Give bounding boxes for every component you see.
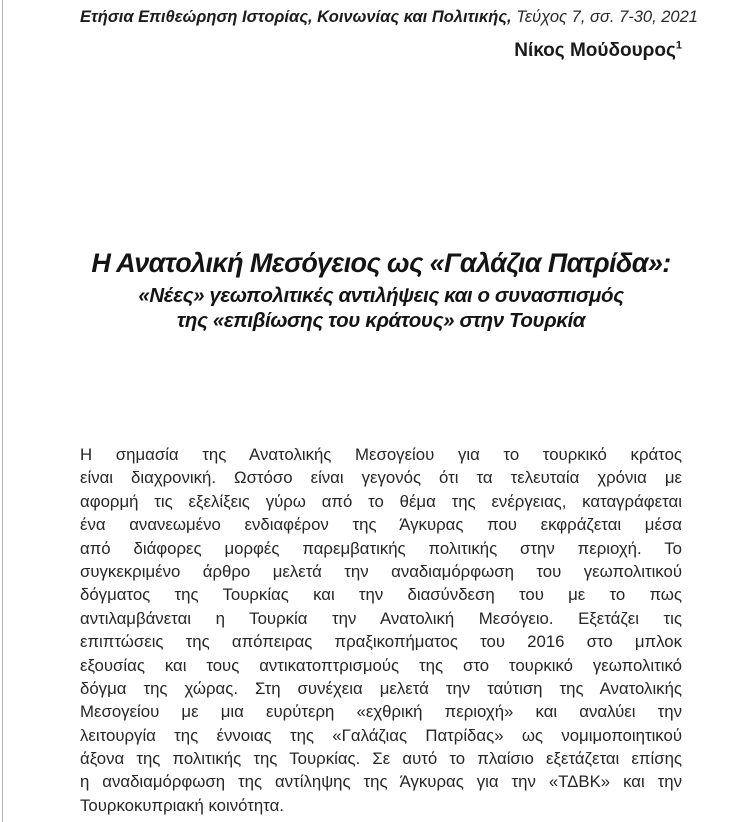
abstract-line: η αναδιαμόρφωση της αντίληψης της Άγκυρας για την «ΤΔΒΚ» και την xyxy=(80,772,682,792)
abstract-line: λειτουργία της έννοιας της «Γαλάζιας Πατρίδας» ως νομιμοποιητικού xyxy=(80,725,682,745)
author-footnote-marker: 1 xyxy=(675,39,682,52)
abstract-line: Τουρκοκυπριακή κοινότητα. xyxy=(80,795,284,815)
article-title: Η Ανατολική Μεσόγειος ως «Γαλάζια Πατρίδα»: xyxy=(91,248,671,278)
abstract-line: αφορμή τις εξελίξεις γύρω από το θέμα της ενέργειας, καταγράφεται xyxy=(80,491,682,511)
page-edge-line xyxy=(2,0,3,822)
issue-info: Τεύχος 7, σσ. 7-30, 2021 xyxy=(511,8,698,26)
abstract-line: είναι διαχρονική. Ωστόσο είναι γεγονός ότι τα τελευταία χρόνια με xyxy=(80,468,682,488)
article-subtitle-line2: της «επιβίωσης του κράτους» στην Τουρκία xyxy=(176,309,586,332)
article-title-block xyxy=(72,247,690,333)
abstract-line: αντιλαμβάνεται η Τουρκία την Ανατολική Μεσόγειο. Εξετάζει τις xyxy=(80,608,682,628)
journal-title: Ετήσια Επιθεώρηση Ιστορίας, Κοινωνίας και Πολιτικής, xyxy=(80,8,512,26)
abstract-line: ένα ανανεωμένο ενδιαφέρον της Άγκυρας που εκφράζεται μέσα xyxy=(80,515,682,535)
author-name: Νίκος Μούδουρος xyxy=(514,40,676,61)
abstract-paragraph xyxy=(80,443,682,817)
author-line xyxy=(80,39,682,63)
abstract-line: άξονα της πολιτικής της Τουρκίας. Σε αυτό το πλαίσιο εξετάζεται επίσης xyxy=(80,749,682,769)
abstract-line: από διάφορες μορφές παρεμβατικής πολιτικής στην περιοχή. Το xyxy=(80,538,682,558)
abstract-line: συγκεκριμένο άρθρο μελετά την αναδιαμόρφωση του γεωπολιτικού xyxy=(80,561,682,581)
journal-header xyxy=(80,7,698,27)
abstract-line: δόγμα της χώρας. Στη συνέχεια μελετά την ταύτιση της Ανατολικής xyxy=(80,678,682,698)
abstract-line: επιπτώσεις της απόπειρας πραξικοπήματος του 2016 στο μπλοκ xyxy=(80,632,682,652)
abstract-line: Η σημασία της Ανατολικής Μεσογείου για το τουρκικό κράτος xyxy=(80,445,682,464)
abstract-line: Μεσογείου με μια ευρύτερη «εχθρική περιοχή» και αναλύει την xyxy=(80,702,682,722)
article-subtitle-line1: «Νέες» γεωπολιτικές αντιλήψεις και ο συνασπισμός xyxy=(138,284,624,307)
abstract-line: εξουσίας και τους αντικατοπτρισμούς της στο τουρκικό γεωπολιτικό xyxy=(80,655,682,675)
abstract-line: δόγματος της Τουρκίας και την διασύνδεση του με το πως xyxy=(80,585,682,605)
